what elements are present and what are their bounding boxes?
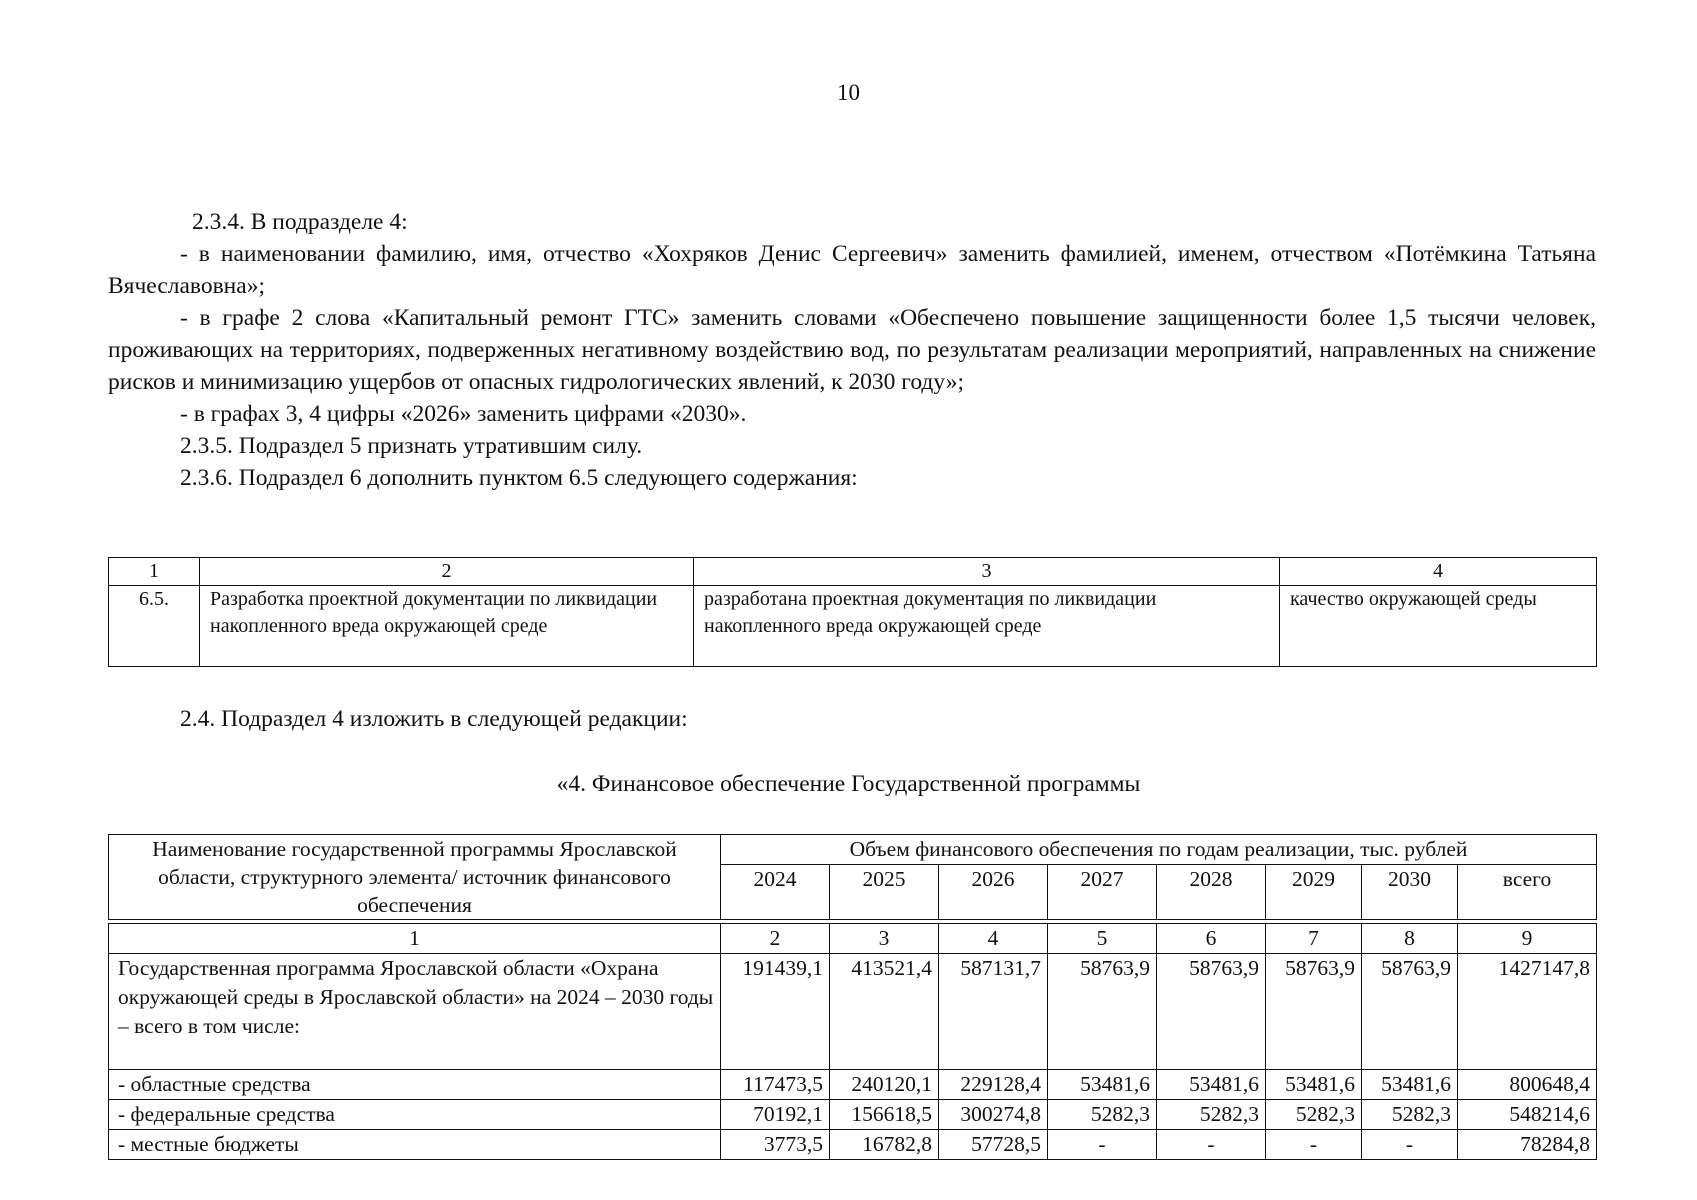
year-header: 2030 (1362, 864, 1458, 919)
value-cell: 5282,3 (1362, 1100, 1458, 1130)
value-cell: 58763,9 (1266, 954, 1362, 1070)
year-header: 2026 (939, 864, 1048, 919)
table-header-row (109, 558, 1597, 586)
row-name: - местные бюджеты (109, 1130, 721, 1160)
header-volume: Объем финансового обеспечения по годам реализации, тыс. рублей (721, 835, 1597, 865)
value-cell: 5282,3 (1048, 1100, 1157, 1130)
table-header-row (109, 835, 1597, 865)
paragraph-2-3-4: 2.3.4. В подразделе 4: (192, 209, 408, 235)
value-cell: 548214,6 (1458, 1100, 1597, 1130)
value-cell: 800648,4 (1458, 1070, 1597, 1100)
value-cell: 5282,3 (1157, 1100, 1266, 1130)
year-header: 2027 (1048, 864, 1157, 919)
page-number: 10 (837, 80, 860, 105)
table-row (109, 586, 1597, 667)
value-cell: 53481,6 (1048, 1070, 1157, 1100)
value-cell: 587131,7 (939, 954, 1048, 1070)
column-number: 2 (200, 558, 694, 586)
year-header: 2024 (721, 864, 830, 919)
section-heading: 2.4. Подраздел 4 изложить в следующей редакции: (180, 706, 688, 732)
section-title: «4. Финансовое обеспечение Государственной программы (556, 771, 1141, 797)
item-number: 6.5. (109, 586, 200, 667)
column-numbers-row (109, 924, 1597, 954)
value-cell: - (1048, 1130, 1157, 1160)
value-cell: 70192,1 (721, 1100, 830, 1130)
column-number: 4 (939, 924, 1048, 954)
paragraph-column-2-change: - в графе 2 слова «Капитальный ремонт ГТС» заменить словами «Обеспечено повышение защищенности более 1,5 тысячи человек, проживающих на территориях, подверженных негативному воздействию вод, по результатам реализации мероприятий, направленных на снижение рисков и минимизацию ущербов от опасных гидрологических явлений, к 2030 году»; (108, 305, 1596, 395)
task-description: Разработка проектной документации по ликвидации накопленного вреда окружающей среде (200, 586, 694, 667)
column-number: 1 (109, 558, 200, 586)
column-number: 6 (1157, 924, 1266, 954)
value-cell: 57728,5 (939, 1130, 1048, 1160)
financing-table (108, 834, 1597, 1160)
value-cell: - (1157, 1130, 1266, 1160)
table-row-local (109, 1130, 1597, 1160)
value-cell: 53481,6 (1157, 1070, 1266, 1100)
value-cell: 229128,4 (939, 1070, 1048, 1100)
column-number: 7 (1266, 924, 1362, 954)
header-name: Наименование государственной программы Ярославской области, структурного элемента/ источник финансового обеспечения (109, 835, 721, 920)
value-cell: 191439,1 (721, 954, 830, 1070)
table-row-regional (109, 1070, 1597, 1100)
column-number: 9 (1458, 924, 1597, 954)
column-number: 8 (1362, 924, 1458, 954)
indicator-description: качество окружающей среды (1280, 586, 1597, 667)
result-description: разработана проектная документация по ликвидации накопленного вреда окружающей среде (694, 586, 1280, 667)
value-cell: 58763,9 (1157, 954, 1266, 1070)
value-cell: 117473,5 (721, 1070, 830, 1100)
value-cell: 78284,8 (1458, 1130, 1597, 1160)
column-number: 3 (694, 558, 1280, 586)
value-cell: 3773,5 (721, 1130, 830, 1160)
column-number: 3 (830, 924, 939, 954)
table-row-program-total (109, 954, 1597, 1070)
value-cell: 58763,9 (1048, 954, 1157, 1070)
table-row-federal (109, 1100, 1597, 1130)
column-number: 2 (721, 924, 830, 954)
column-number: 5 (1048, 924, 1157, 954)
value-cell: 1427147,8 (1458, 954, 1597, 1070)
value-cell: 240120,1 (830, 1070, 939, 1100)
value-cell: 300274,8 (939, 1100, 1048, 1130)
year-header: 2025 (830, 864, 939, 919)
value-cell: - (1362, 1130, 1458, 1160)
value-cell: 53481,6 (1362, 1070, 1458, 1100)
paragraph-2-3-6: 2.3.6. Подраздел 6 дополнить пунктом 6.5 следующего содержания: (180, 465, 858, 491)
value-cell: - (1266, 1130, 1362, 1160)
value-cell: 58763,9 (1362, 954, 1458, 1070)
year-header: 2028 (1157, 864, 1266, 919)
row-name: - федеральные средства (109, 1100, 721, 1130)
value-cell: 156618,5 (830, 1100, 939, 1130)
column-number: 1 (109, 924, 721, 954)
value-cell: 5282,3 (1266, 1100, 1362, 1130)
year-header: 2029 (1266, 864, 1362, 919)
total-header: всего (1458, 864, 1597, 919)
row-name: Государственная программа Ярославской области «Охрана окружающей среды в Ярославской области» на 2024 – 2030 годы – всего в том числе: (109, 954, 721, 1070)
paragraph-name-change: - в наименовании фамилию, имя, отчество «Хохряков Денис Сергеевич» заменить фамилией, именем, отчеством «Потёмкина Татьяна Вячеславовна»; (108, 241, 1596, 299)
value-cell: 53481,6 (1266, 1070, 1362, 1100)
value-cell: 16782,8 (830, 1130, 939, 1160)
paragraph-columns-3-4-change: - в графах 3, 4 цифры «2026» заменить цифрами «2030». (180, 401, 747, 427)
amendment-text (108, 206, 1596, 494)
column-number: 4 (1280, 558, 1597, 586)
row-name: - областные средства (109, 1070, 721, 1100)
paragraph-2-3-5: 2.3.5. Подраздел 5 признать утратившим силу. (180, 433, 643, 459)
subsection-6-table (108, 557, 1597, 667)
value-cell: 413521,4 (830, 954, 939, 1070)
